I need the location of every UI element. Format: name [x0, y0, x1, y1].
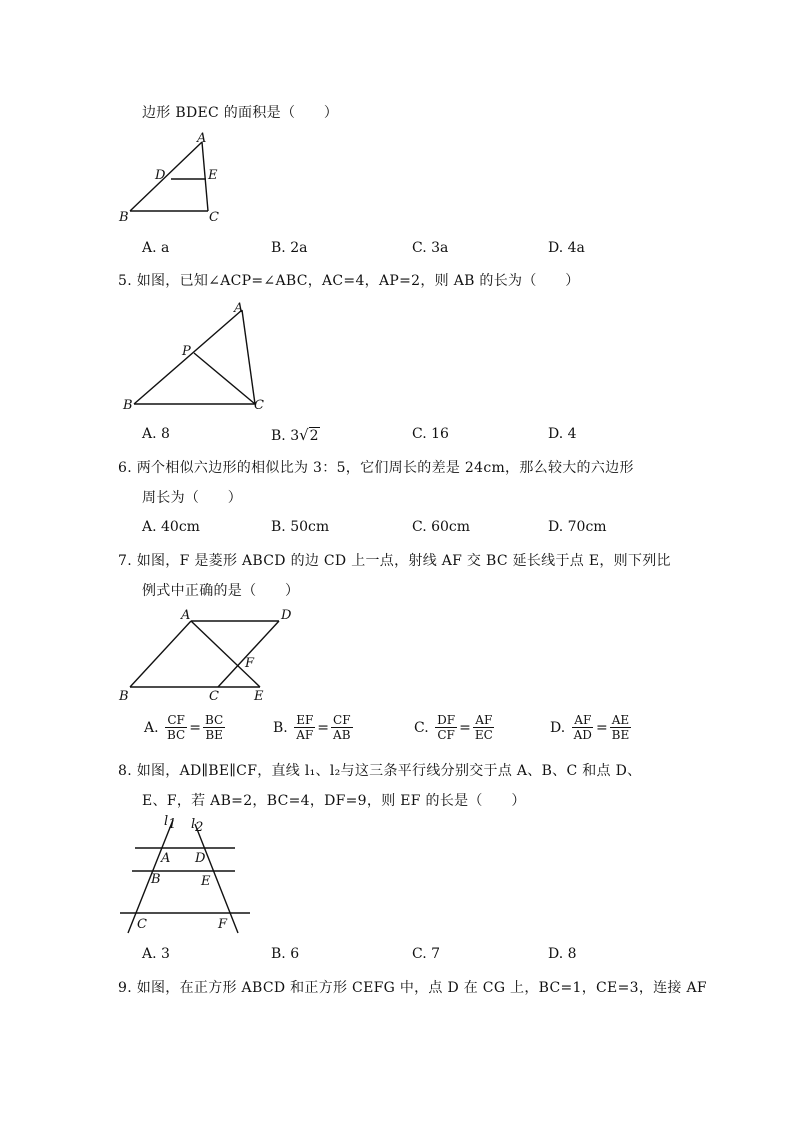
q4-label-C: C	[209, 210, 219, 225]
q8-label-A: A	[161, 851, 171, 866]
q5-option-d[interactable]: D. 4	[548, 426, 577, 442]
q5-option-c[interactable]: C. 16	[412, 426, 449, 442]
q7-stem-line2: 例式中正确的是（ ）	[142, 583, 300, 599]
q5-option-b[interactable]	[271, 426, 320, 444]
q7-option-c-label: C.	[414, 719, 429, 736]
q7-stem-line1: 7. 如图，F 是菱形 ABCD 的边 CD 上一点，射线 AF 交 BC 延长线于点 E，则下列比	[118, 553, 671, 569]
fraction: $\frac{DF}{CF}$	[437, 713, 456, 742]
fraction: $\frac{BC}{BE}$	[204, 713, 224, 742]
q7-label-D: D	[281, 608, 292, 623]
q7-label-F: F	[245, 656, 255, 671]
q5-option-b-radicand: 2	[309, 428, 319, 444]
q4-option-d[interactable]: D. 4a	[548, 240, 585, 256]
q6-option-d[interactable]: D. 70cm	[548, 519, 607, 535]
fraction: $\frac{AE}{BE}$	[611, 713, 630, 742]
q5-label-C: C	[254, 398, 264, 413]
q8-stem-line1: 8. 如图，AD∥BE∥CF，直线 l₁、l₂与这三条平行线分别交于点 A、B、C 和点 D、	[118, 763, 642, 779]
fraction: $\frac{CF}{BC}$	[167, 713, 186, 742]
q8-label-D: D	[195, 851, 206, 866]
q7-option-b-label: B.	[273, 719, 288, 736]
q8-figure	[117, 812, 257, 937]
q8-stem-line2: E、F，若 AB=2，BC=4，DF=9，则 EF 的长是（ ）	[142, 793, 526, 809]
q8-label-F: F	[218, 917, 228, 932]
q8-label-l2: l2	[191, 817, 204, 835]
q5-option-b-prefix: B. 3	[271, 428, 300, 444]
q5-label-B: B	[123, 398, 133, 413]
q4-stem: 边形 BDEC 的面积是（ ）	[142, 105, 339, 121]
q5-label-A: A	[234, 301, 244, 316]
q7-label-C: C	[209, 689, 219, 704]
q7-option-c[interactable]: C. $\frac{DF}{CF}$ = $\frac{AF}{EC}$	[414, 713, 493, 742]
q8-option-c[interactable]: C. 7	[412, 946, 441, 962]
q7-label-B: B	[119, 689, 129, 704]
q4-label-E: E	[208, 168, 218, 183]
q4-figure	[115, 132, 235, 227]
q7-figure	[117, 605, 302, 705]
q8-option-d[interactable]: D. 8	[548, 946, 577, 962]
q9-stem-line1: 9. 如图，在正方形 ABCD 和正方形 CEFG 中，点 D 在 CG 上，BC=1，CE=3，连接 AF	[118, 980, 707, 996]
q7-label-A: A	[181, 608, 191, 623]
q4-label-D: D	[155, 168, 166, 183]
q7-option-a-label: A.	[144, 719, 159, 736]
q6-stem-line2: 周长为（ ）	[142, 490, 243, 506]
q5-label-P: P	[182, 344, 191, 359]
q4-option-b[interactable]: B. 2a	[271, 240, 308, 256]
q6-option-c[interactable]: C. 60cm	[412, 519, 471, 535]
q6-option-a[interactable]: A. 40cm	[142, 519, 200, 535]
fraction: $\frac{CF}{AB}$	[333, 713, 351, 742]
q5-option-a[interactable]: A. 8	[142, 426, 170, 442]
q7-label-E: E	[254, 689, 264, 704]
q8-label-C: C	[137, 917, 147, 932]
q7-option-d-label: D.	[550, 719, 566, 736]
q7-option-b[interactable]: B. $\frac{EF}{AF}$ = $\frac{CF}{AB}$	[273, 713, 351, 742]
q8-option-a[interactable]: A. 3	[142, 946, 170, 962]
q6-stem-line1: 6. 两个相似六边形的相似比为 3：5，它们周长的差是 24cm，那么较大的六边形	[118, 460, 634, 476]
q7-option-a[interactable]: A. $\frac{CF}{BC}$ = $\frac{BC}{BE}$	[144, 713, 224, 742]
fraction: $\frac{AF}{AD}$	[573, 713, 592, 742]
q7-option-d[interactable]: D. $\frac{AF}{AD}$ = $\frac{AE}{BE}$	[550, 713, 630, 742]
q8-label-E: E	[201, 874, 211, 889]
q4-label-B: B	[119, 210, 129, 225]
q5-figure	[120, 298, 270, 413]
q8-option-b[interactable]: B. 6	[271, 946, 300, 962]
q4-option-c[interactable]: C. 3a	[412, 240, 449, 256]
q8-label-B: B	[151, 872, 161, 887]
q4-option-a[interactable]: A. a	[142, 240, 170, 256]
q6-option-b[interactable]: B. 50cm	[271, 519, 330, 535]
sqrt-symbol: √2	[299, 426, 319, 444]
q8-label-l1: l1	[164, 814, 177, 832]
fraction: $\frac{EF}{AF}$	[296, 713, 314, 742]
q5-stem: 5. 如图，已知∠ACP=∠ABC，AC=4，AP=2，则 AB 的长为（ ）	[118, 273, 580, 289]
q4-label-A: A	[197, 131, 207, 146]
fraction: $\frac{AF}{EC}$	[474, 713, 493, 742]
